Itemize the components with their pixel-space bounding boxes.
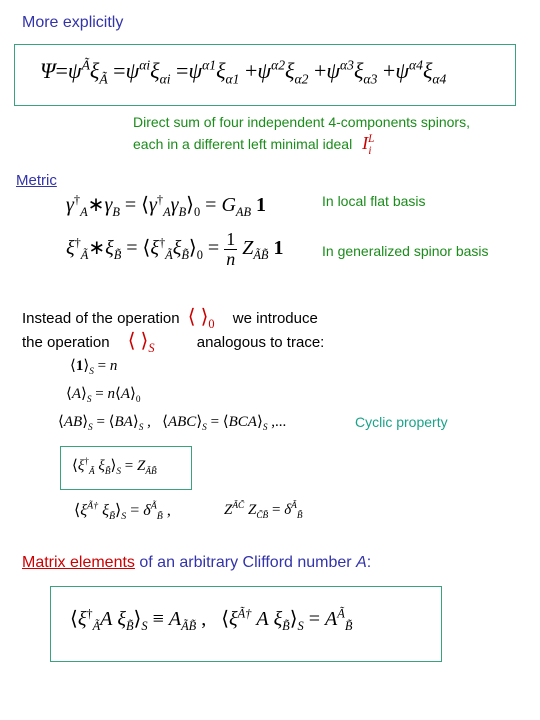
bracket-zero-symbol: ⟨ $⟩_0$	[187, 306, 215, 331]
metric-spinor-label: In generalized spinor basis	[322, 243, 489, 259]
z-equation: $⟨\xi^\dagger_Ã$ $\xi_{B̃}⟩_S = Z_{ÃB̃}$	[72, 457, 157, 477]
direct-sum-line1: Direct sum of four independent 4-components spinors,	[133, 114, 470, 130]
trace-unit: $⟨1⟩_S = n$	[70, 358, 118, 377]
metric-spinor-equation: $\xi^\dagger_Ã∗\xi_{B̃}$ = $⟨\xi^\dagger_Ã\xi_{B̃}⟩_0$ = $\frac{1}{n}$ $Z_{ÃB̃}$ 1	[66, 229, 284, 269]
top-equation: $\Psi=\psi^Ã\xi_Ã =\psi^{\alpha i}\xi_{\alpha i} =\psi^{\alpha 1}\xi_{\alpha 1} +\psi^{\alpha 2}\xi_{\alpha 2} +\psi^{\alpha 3}\xi_{\alpha 3} +\psi^{\alpha 4}\xi_{\alpha 4}$	[40, 57, 447, 87]
metric-heading[interactable]: Metric	[16, 172, 57, 189]
page-title: More explicitly	[22, 14, 124, 31]
bracket-s-symbol: ⟨ $⟩_S$	[127, 330, 155, 355]
operation-line2: the operation ⟨ $⟩_S$ analogous to trace:	[22, 330, 325, 355]
z-inverse-equation: $Z^{ÃC̃}$ $Z_{C̃B̃} = \delta^Ã_{B̃}$	[224, 501, 303, 521]
trace-cyclic: $⟨AB⟩_S$ = $⟨BA⟩_S$ , $⟨ABC⟩_S$ = $⟨BCA⟩_S$ ,...	[58, 414, 287, 433]
direct-sum-line2: each in a different left minimal ideal $I^L_i$	[133, 133, 375, 157]
metric-local-label: In local flat basis	[322, 193, 426, 209]
matrix-elements-link[interactable]: Matrix elements	[22, 554, 135, 571]
metric-local-equation: $\gamma^\dagger_A∗\gamma_B$ = $⟨\gamma^\dagger_A\gamma_B⟩_0 = G_{AB}$ 1	[66, 192, 267, 219]
direct-sum-note	[133, 112, 470, 155]
ideal-symbol: $I^L_i$	[362, 133, 375, 157]
trace-scale: $⟨A⟩_S$ = $n⟨A⟩_0$	[66, 386, 141, 405]
delta-equation: $⟨\xi^{Ã\dagger}$ $\xi_{B̃}⟩_S = \delta^Ã_{B̃}$ ,	[74, 500, 171, 523]
cyclic-label: Cyclic property	[355, 414, 448, 430]
operation-line1: Instead of the operation ⟨ $⟩_0$ we introduce	[22, 306, 318, 331]
matrix-equation: $⟨\xi^\dagger_ÃA$ $\xi_{B̃}⟩_S \equiv A_{ÃB̃}$ , $⟨\xi^{Ã\dagger}$ A $\xi_{B̃}⟩_S = A^Ã_{B̃}$	[70, 606, 353, 633]
matrix-heading: Matrix elements of an arbitrary Clifford number A:	[22, 554, 372, 571]
